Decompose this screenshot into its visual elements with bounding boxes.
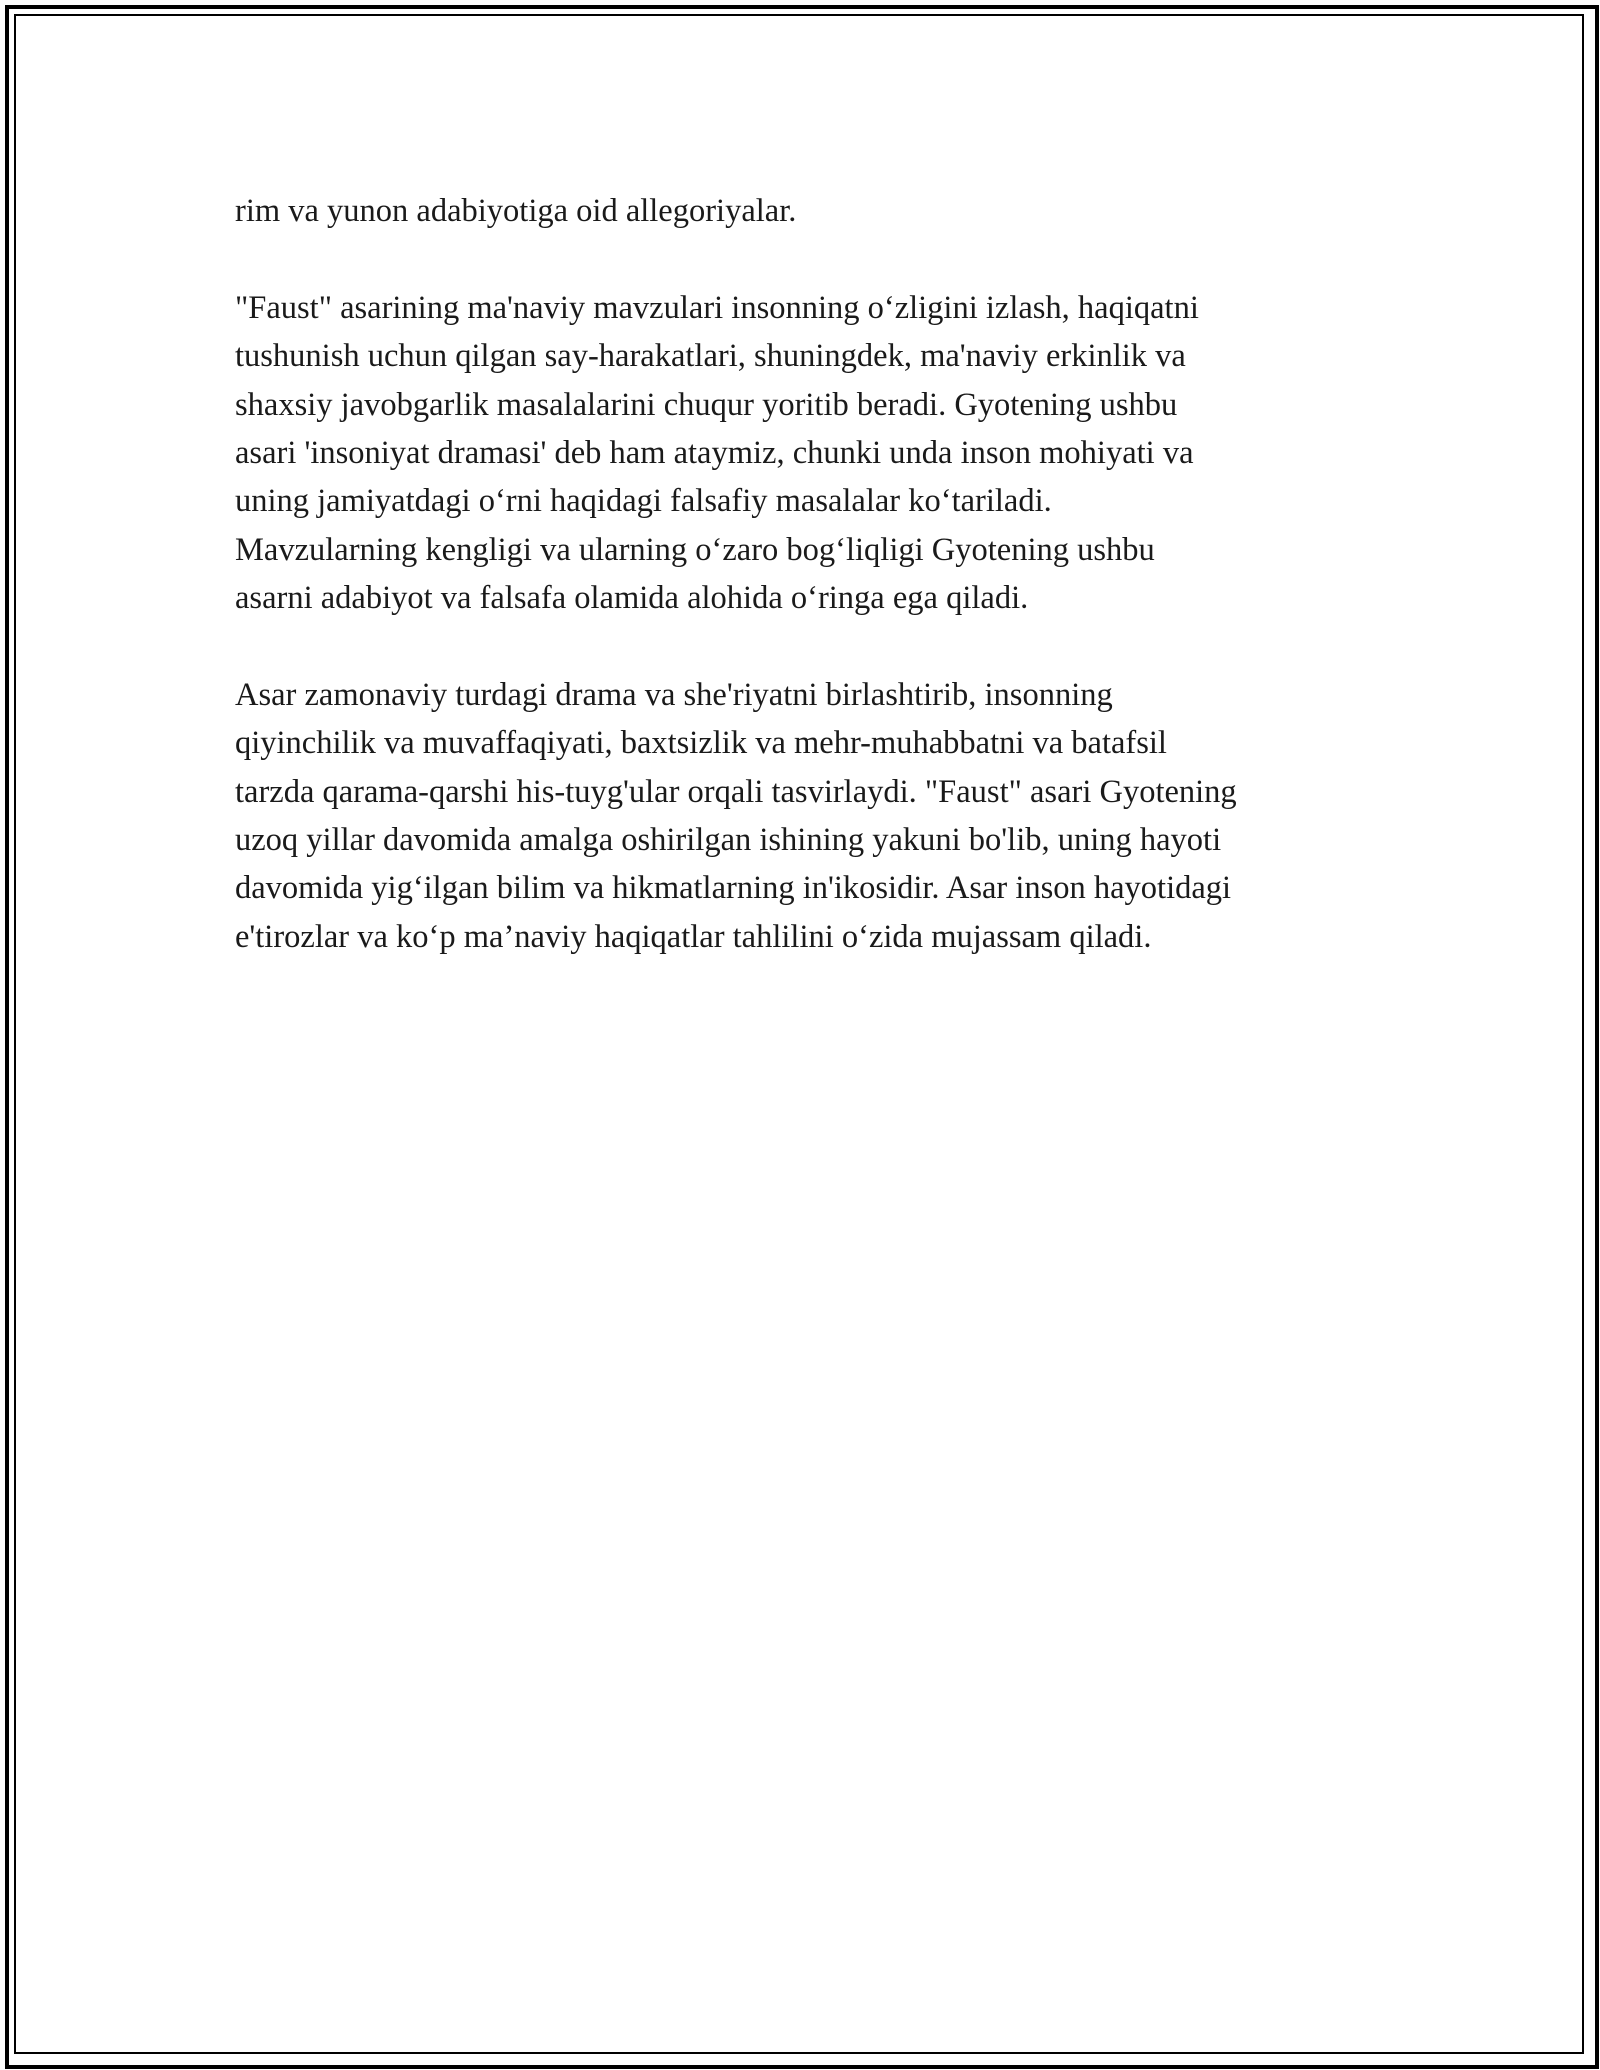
text-line: "Faust" asarining ma'naviy mavzulari insonning o‘zligini izlash, haqiqatni xyxy=(235,289,1199,326)
text-line: e'tirozlar va ko‘p ma’naviy haqiqatlar tahlilini o‘zida mujassam qiladi. xyxy=(235,918,1152,955)
text-line: uzoq yillar davomida amalga oshirilgan ishining yakuni bo'lib, uning hayoti xyxy=(235,822,1222,859)
document-body xyxy=(235,187,1385,961)
text-line: davomida yig‘ilgan bilim va hikmatlarning in'ikosidir. Asar inson hayotidagi xyxy=(235,870,1232,907)
text-line: qiyinchilik va muvaffaqiyati, baxtsizlik va mehr-muhabbatni va batafsil xyxy=(235,725,1167,762)
text-line: tarzda qarama-qarshi his-tuyg'ular orqali tasvirlaydi. "Faust" asari Gyotening xyxy=(235,773,1237,810)
text-line: tushunish uchun qilgan say-harakatlari, shuningdek, ma'naviy erkinlik va xyxy=(235,338,1186,375)
text-line: asarni adabiyot va falsafa olamida alohida o‘ringa ega qiladi. xyxy=(235,580,1029,617)
text-line: shaxsiy javobgarlik masalalarini chuqur yoritib beradi. Gyotening ushbu xyxy=(235,386,1178,423)
paragraph-spacer xyxy=(235,623,1385,671)
text-line: Mavzularning kengligi va ularning o‘zaro bog‘liqligi Gyotening ushbu xyxy=(235,531,1155,568)
paragraph xyxy=(235,284,1385,623)
paragraph xyxy=(235,187,1385,235)
paragraph-spacer xyxy=(235,235,1385,283)
text-line: Asar zamonaviy turdagi drama va she'riyatni birlashtirib, insonning xyxy=(235,676,1113,713)
text-line: rim va yunon adabiyotiga oid allegoriyalar. xyxy=(235,193,797,229)
text-line: asari 'insoniyat dramasi' deb ham ataymiz, chunki unda inson mohiyati va xyxy=(235,434,1194,471)
text-line: uning jamiyatdagi o‘rni haqidagi falsafiy masalalar ko‘tariladi. xyxy=(235,483,1052,520)
paragraph xyxy=(235,671,1385,961)
